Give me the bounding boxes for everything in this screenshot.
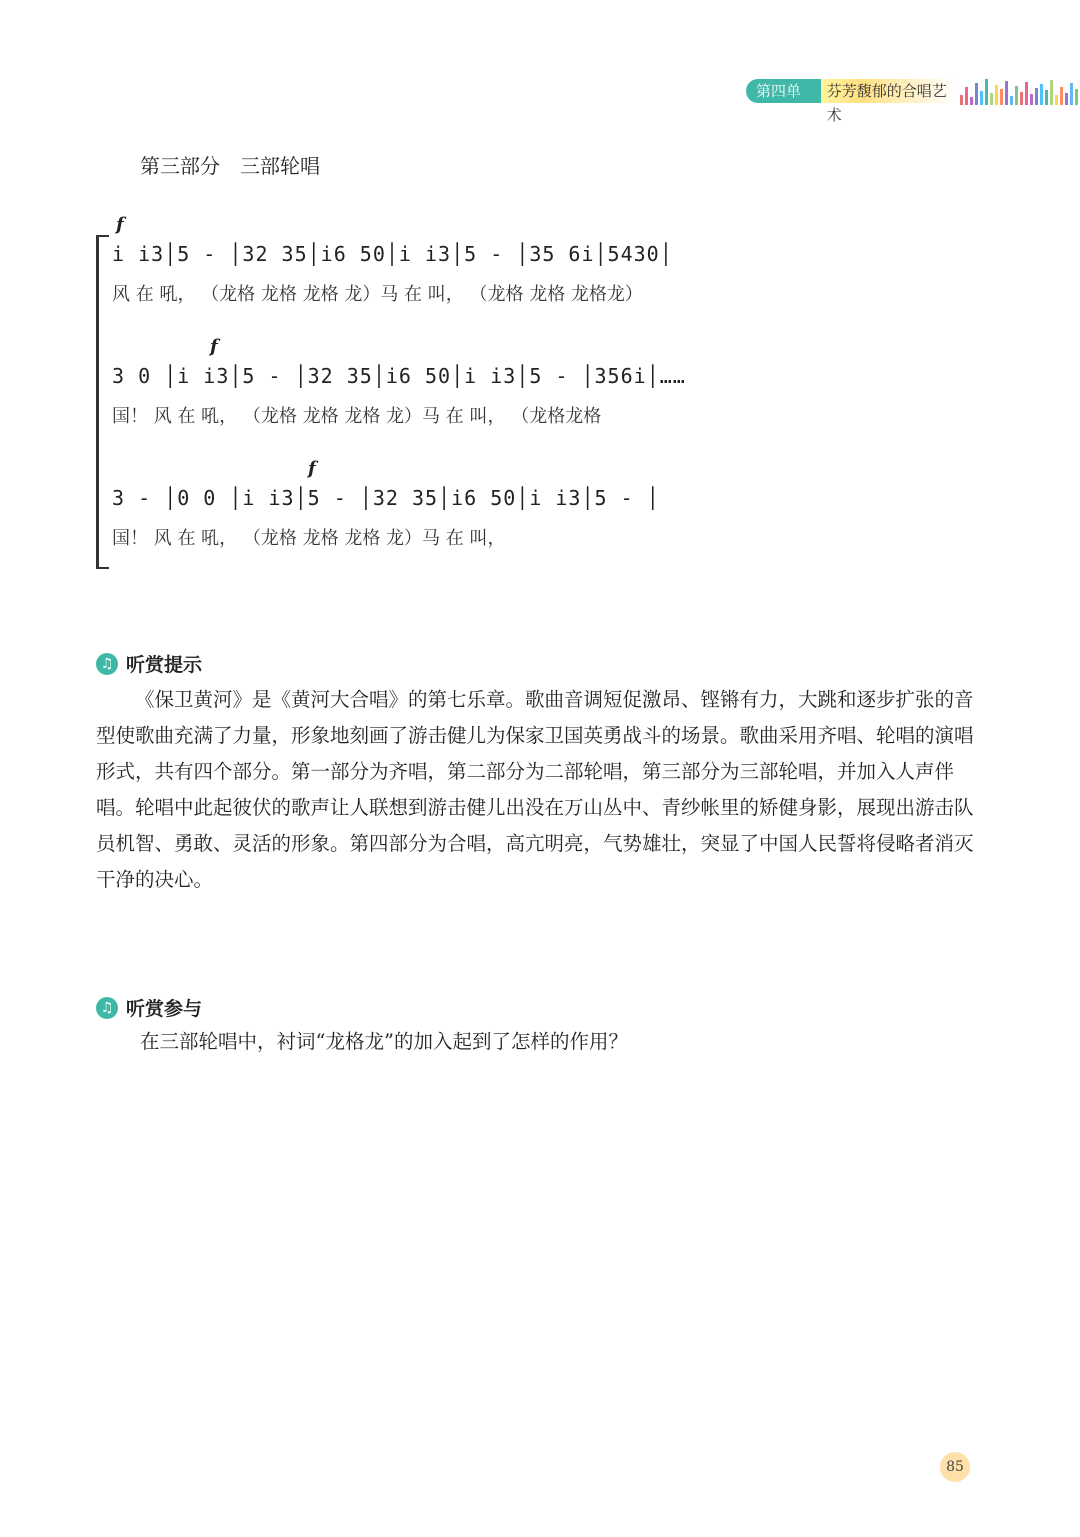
- decorative-bar: [995, 85, 998, 105]
- decorative-bar: [1005, 81, 1008, 105]
- participation-question: 在三部轮唱中，衬词“龙格龙”的加入起到了怎样的作用？: [140, 1030, 628, 1053]
- dynamic-mark: f: [308, 458, 316, 479]
- listening-participation-title: 听赏参与: [126, 998, 203, 1020]
- decorative-bar: [1055, 95, 1058, 105]
- notes-row-1: i i3│5 - │32 35│i6 50│i i3│5 - │35 6i│5430│: [112, 242, 673, 266]
- decorative-bar: [960, 95, 963, 105]
- decorative-bar: [965, 87, 968, 105]
- lyrics-row-3: 国！ 风 在 吼， （龙格 龙格 龙格 龙）马 在 叫，: [112, 528, 506, 549]
- listening-tips-paragraph: 《保卫黄河》是《黄河大合唱》的第七乐章。歌曲音调短促激昂、铿锵有力，大跳和逐步扩张的音型使歌曲充满了力量，形象地刻画了游击健儿为保家卫国英勇战斗的场景。歌曲采用齐唱、轮唱的演唱形式，共有四个部分。第一部分为齐唱，第二部分为二部轮唱，第三部分为三部轮唱，并加入人声伴唱。轮唱中此起彼伏的歌声让人联想到游击健儿出没在万山丛中、青纱帐里的矫健身影，展现出游击队员机智、勇敢、灵活的形象。第四部分为合唱，高亢明亮，气势雄壮，突显了中国人民誓将侵略者消灭干净的决心。: [96, 688, 974, 891]
- decorative-bar: [1065, 93, 1068, 105]
- section-title: 第三部分 三部轮唱: [140, 154, 320, 178]
- music-note-icon: ♫: [96, 653, 118, 675]
- dynamic-mark: f: [116, 214, 124, 235]
- decorative-bar: [990, 93, 993, 105]
- lyrics-row-1: 风 在 吼， （龙格 龙格 龙格 龙）马 在 叫， （龙格 龙格 龙格龙）: [112, 284, 643, 305]
- decorative-bar: [1035, 88, 1038, 105]
- decorative-bar: [1060, 87, 1063, 105]
- decorative-bar: [985, 79, 988, 105]
- page-number: 85: [940, 1452, 970, 1482]
- decorative-bar: [1030, 94, 1033, 105]
- unit-title: 芬芳馥郁的合唱艺术: [821, 79, 956, 103]
- notes-row-2: 3 0 │i i3│5 - │32 35│i6 50│i i3│5 - │356i│……: [112, 364, 686, 388]
- decorative-bar: [1010, 96, 1013, 105]
- decorative-bar: [1045, 90, 1048, 105]
- decorative-bar: [1040, 84, 1043, 105]
- music-note-icon: ♫: [96, 997, 118, 1019]
- decorative-bar: [1070, 83, 1073, 105]
- decorative-bar: [1020, 92, 1023, 105]
- unit-badge: 第四单元: [746, 79, 821, 103]
- music-score: [96, 214, 996, 560]
- decorative-bar: [980, 91, 983, 105]
- decorative-bar: [1025, 82, 1028, 105]
- decorative-bar: [1050, 80, 1053, 105]
- listening-tips-heading: [96, 650, 202, 677]
- dynamic-mark: f: [210, 336, 218, 357]
- listening-tips-title: 听赏提示: [126, 654, 203, 676]
- notes-row-3: 3 - │0 0 │i i3│5 - │32 35│i6 50│i i3│5 - │: [112, 486, 660, 510]
- decorative-bar: [1075, 89, 1078, 105]
- system-brace: [96, 235, 109, 569]
- decorative-bars: [960, 77, 1080, 105]
- decorative-bar: [970, 97, 973, 105]
- lyrics-row-2: 国！ 风 在 吼， （龙格 龙格 龙格 龙）马 在 叫， （龙格龙格: [112, 406, 602, 427]
- decorative-bar: [1015, 86, 1018, 105]
- decorative-bar: [975, 83, 978, 105]
- page-header: [746, 78, 1080, 124]
- decorative-bar: [1000, 89, 1003, 105]
- listening-participation-heading: [96, 994, 202, 1021]
